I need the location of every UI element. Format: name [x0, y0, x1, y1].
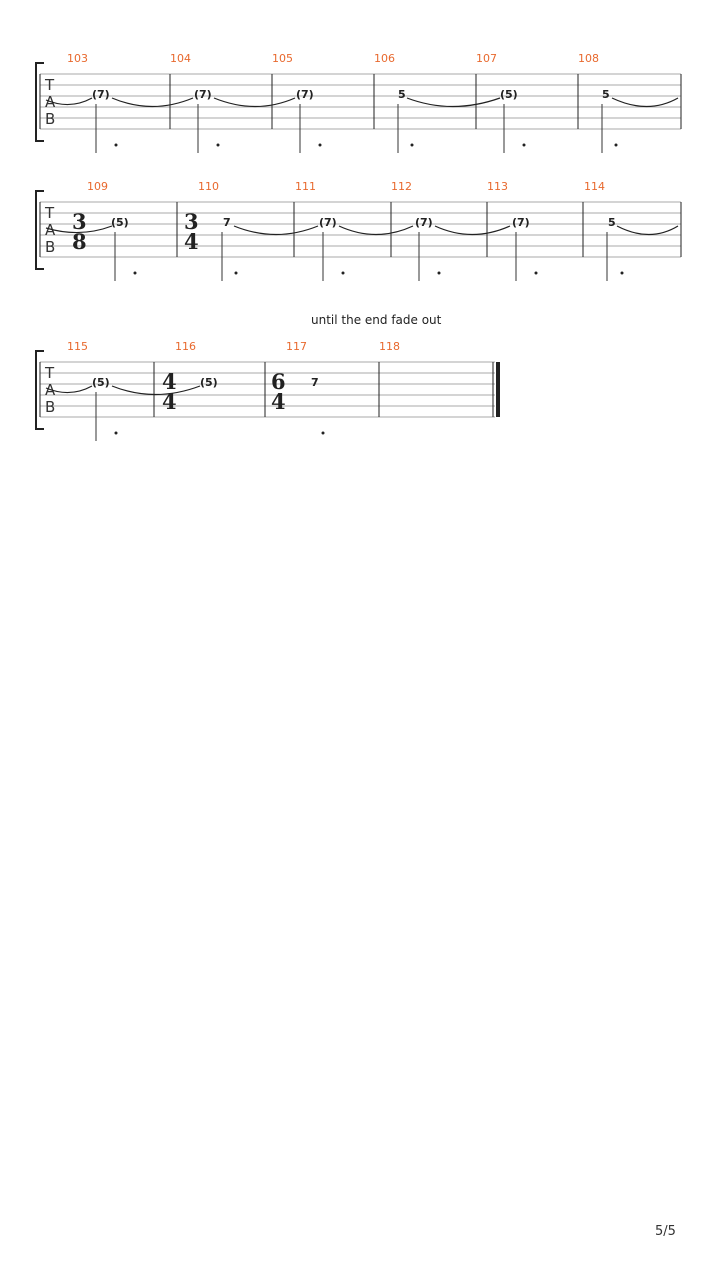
- tab-clef-t: T: [45, 76, 55, 94]
- fret-number: 7: [223, 216, 231, 229]
- time-signature-denominator: 4: [271, 389, 286, 414]
- fret-number: (5): [92, 376, 110, 389]
- time-signature-denominator: 4: [184, 229, 199, 254]
- duration-dot: [115, 432, 118, 435]
- staff-lines: [40, 362, 495, 417]
- barlines: [40, 362, 500, 417]
- measure-number: 106: [374, 52, 395, 65]
- tie: [214, 98, 295, 107]
- time-signature-numerator: 4: [162, 369, 177, 394]
- measure-number: 116: [175, 340, 196, 353]
- tie: [612, 98, 678, 107]
- tab-clef-a: A: [45, 381, 56, 399]
- tab-system-2: [36, 180, 681, 281]
- measure-number: 104: [170, 52, 191, 65]
- fret-number: (7): [415, 216, 433, 229]
- measure-number: 108: [578, 52, 599, 65]
- tie: [112, 98, 193, 107]
- tab-clef-t: T: [45, 364, 55, 382]
- page-number: 5/5: [655, 1224, 676, 1239]
- tab-clef-b: B: [45, 238, 56, 256]
- duration-dot: [134, 272, 137, 275]
- tab-clef-b: B: [45, 110, 56, 128]
- fret-number: (7): [319, 216, 337, 229]
- tie: [234, 226, 318, 235]
- fret-number: 7: [311, 376, 319, 389]
- tie: [435, 226, 510, 235]
- fret-number: (5): [200, 376, 218, 389]
- measure-number: 110: [198, 180, 219, 193]
- duration-dot: [319, 144, 322, 147]
- staff-lines: [40, 202, 681, 257]
- duration-dot: [535, 272, 538, 275]
- time-signature-numerator: 3: [72, 209, 87, 234]
- measure-number: 112: [391, 180, 412, 193]
- duration-dot: [523, 144, 526, 147]
- measure-number: 107: [476, 52, 497, 65]
- fret-number: 5: [608, 216, 616, 229]
- fret-number: 5: [602, 88, 610, 101]
- fret-number: (5): [111, 216, 129, 229]
- measure-number: 109: [87, 180, 108, 193]
- duration-dot: [615, 144, 618, 147]
- tab-clef-b: B: [45, 398, 56, 416]
- duration-dot: [411, 144, 414, 147]
- time-signature-denominator: 8: [72, 229, 87, 254]
- fade-out-annotation: until the end fade out: [311, 313, 442, 327]
- duration-dot: [235, 272, 238, 275]
- measure-number: 111: [295, 180, 316, 193]
- final-barline: [496, 362, 500, 417]
- measure-number: 103: [67, 52, 88, 65]
- tab-system-1: [36, 52, 681, 153]
- measure-number: 118: [379, 340, 400, 353]
- fret-number: (7): [92, 88, 110, 101]
- measure-number: 113: [487, 180, 508, 193]
- duration-dot: [322, 432, 325, 435]
- duration-dot: [621, 272, 624, 275]
- fret-number: (7): [512, 216, 530, 229]
- measure-number: 117: [286, 340, 307, 353]
- staff-lines: [40, 74, 681, 129]
- fret-number: (7): [296, 88, 314, 101]
- duration-dot: [342, 272, 345, 275]
- time-signature-denominator: 4: [162, 389, 177, 414]
- time-signature-numerator: 3: [184, 209, 199, 234]
- tie: [407, 98, 500, 107]
- tab-clef-a: A: [45, 221, 56, 239]
- tie: [112, 386, 200, 395]
- tie: [617, 226, 678, 235]
- measure-number: 115: [67, 340, 88, 353]
- tab-clef-a: A: [45, 93, 56, 111]
- time-signature-numerator: 6: [271, 369, 286, 394]
- fret-number: (7): [194, 88, 212, 101]
- measure-number: 105: [272, 52, 293, 65]
- tab-system-3: [36, 340, 500, 441]
- duration-dot: [217, 144, 220, 147]
- duration-dot: [115, 144, 118, 147]
- fret-number: 5: [398, 88, 406, 101]
- barlines: [40, 202, 681, 257]
- measure-number: 114: [584, 180, 605, 193]
- barlines: [40, 74, 681, 129]
- fret-number: (5): [500, 88, 518, 101]
- tie: [339, 226, 413, 235]
- tab-clef-t: T: [45, 204, 55, 222]
- duration-dot: [438, 272, 441, 275]
